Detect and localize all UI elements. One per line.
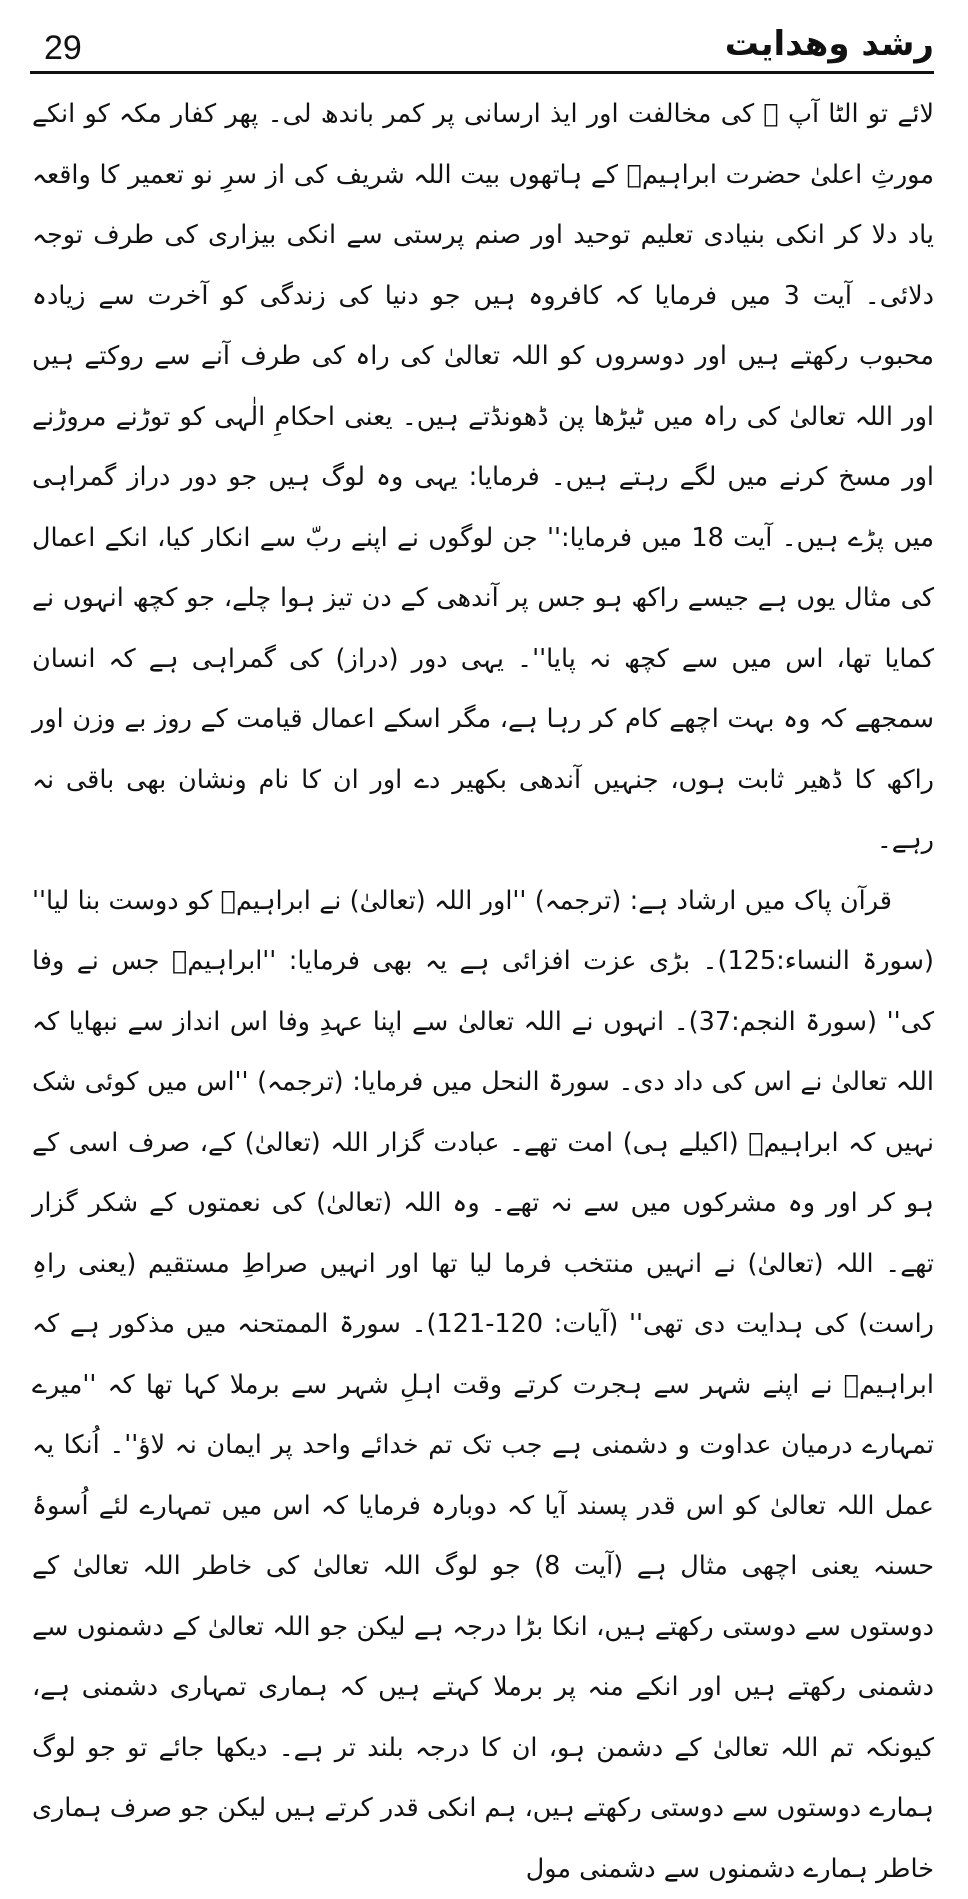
body-text bbox=[32, 84, 934, 1899]
page-number: 29 bbox=[44, 28, 82, 68]
paragraph-2: قرآن پاک میں ارشاد ہے: (ترجمہ) ''اور اللہ (تعالیٰ) نے ابراہیمؑ کو دوست بنا لیا'' (سورۃ النساء:125)۔ بڑی عزت افزائی ہے یہ بھی فرمایا: ''ابراہیمؑ جس نے وفا کی'' (سورۃ النجم:37)۔ انہوں نے اللہ تعالیٰ سے اپنا عہدِ وفا اس انداز سے نبھایا کہ اللہ تعالیٰ نے اس کی داد دی۔ سورۃ النحل میں فرمایا: (ترجمہ) ''اس میں کوئی شک نہیں کہ ابراہیمؑ (اکیلے ہی) امت تھے۔ عبادت گزار اللہ (تعالیٰ) کے، صرف اسی کے ہو کر اور وہ مشرکوں میں سے نہ تھے۔ وہ اللہ (تعالیٰ) کی نعمتوں کے شکر گزار تھے۔ اللہ (تعالیٰ) نے انہیں منتخب فرما لیا تھا اور انہیں صراطِ مستقیم (یعنی راہِ راست) کی ہدایت دی تھی'' (آیات: 120-121)۔ سورۃ الممتحنہ میں مذکور ہے کہ ابراہیمؑ نے اپنے شہر سے ہجرت کرتے وقت اہلِ شہر سے برملا کہا تھا کہ ''میرے تمہارے درمیان عداوت و دشمنی ہے جب تک تم خدائے واحد پر ایمان نہ لاؤ''۔ اُنکا یہ عمل اللہ تعالیٰ کو اس قدر پسند آیا کہ دوبارہ فرمایا کہ اس میں تمہارے لئے اُسوۂ حسنہ یعنی اچھی مثال ہے (آیت 8) جو لوگ اللہ تعالیٰ کی خاطر اللہ تعالیٰ کے دوستوں سے دوستی رکھتے ہیں، انکا بڑا درجہ ہے لیکن جو اللہ تعالیٰ کے دشمنوں سے دشمنی رکھتے ہیں اور انکے منہ پر برملا کہتے ہیں کہ ہماری تمہاری دشمنی ہے، کیونکہ تم اللہ تعالیٰ کے دشمن ہو، ان کا درجہ بلند تر ہے۔ دیکھا جائے تو جو لوگ ہمارے دوستوں سے دوستی رکھتے ہیں، ہم انکی قدر کرتے ہیں لیکن جو صرف ہماری خاطر ہمارے دشمنوں سے دشمنی مول bbox=[32, 871, 934, 1899]
page-header bbox=[30, 14, 934, 70]
header-divider bbox=[30, 71, 934, 74]
paragraph-1: لائے تو الٹا آپ ﷺ کی مخالفت اور ایذ ارسانی پر کمر باندھ لی۔ پھر کفار مکہ کو انکے مورثِ اعلیٰ حضرت ابراہیمؑ کے ہاتھوں بیت اللہ شریف کی از سرِ نو تعمیر کا واقعہ یاد دلا کر انکی بنیادی تعلیم توحید اور صنم پرستی سے انکی بیزاری کی طرف توجہ دلائی۔ آیت 3 میں فرمایا کہ کافروہ ہیں جو دنیا کی زندگی کو آخرت سے زیادہ محبوب رکھتے ہیں اور دوسروں کو اللہ تعالیٰ کی راہ کی طرف آنے سے روکتے ہیں اور اللہ تعالیٰ کی راہ میں ٹیڑھا پن ڈھونڈتے ہیں۔ یعنی احکامِ الٰہی کو توڑنے مروڑنے اور مسخ کرنے میں لگے رہتے ہیں۔ فرمایا: یہی وہ لوگ ہیں جو دور دراز گمراہی میں پڑے ہیں۔ آیت 18 میں فرمایا:'' جن لوگوں نے اپنے ربّ سے انکار کیا، انکے اعمال کی مثال یوں ہے جیسے راکھ ہو جس پر آندھی کے دن تیز ہوا چلے، جو کچھ انہوں نے کمایا تھا، اس میں سے کچھ نہ پایا''۔ یہی دور (دراز) کی گمراہی ہے کہ انسان سمجھے کہ وہ بہت اچھے کام کر رہا ہے، مگر اسکے اعمال قیامت کے روز بے وزن اور راکھ کا ڈھیر ثابت ہوں، جنہیں آندھی بکھیر دے اور ان کا نام ونشان بھی باقی نہ رہے۔ bbox=[32, 84, 934, 871]
book-title: رشد وھدایت bbox=[725, 22, 934, 66]
